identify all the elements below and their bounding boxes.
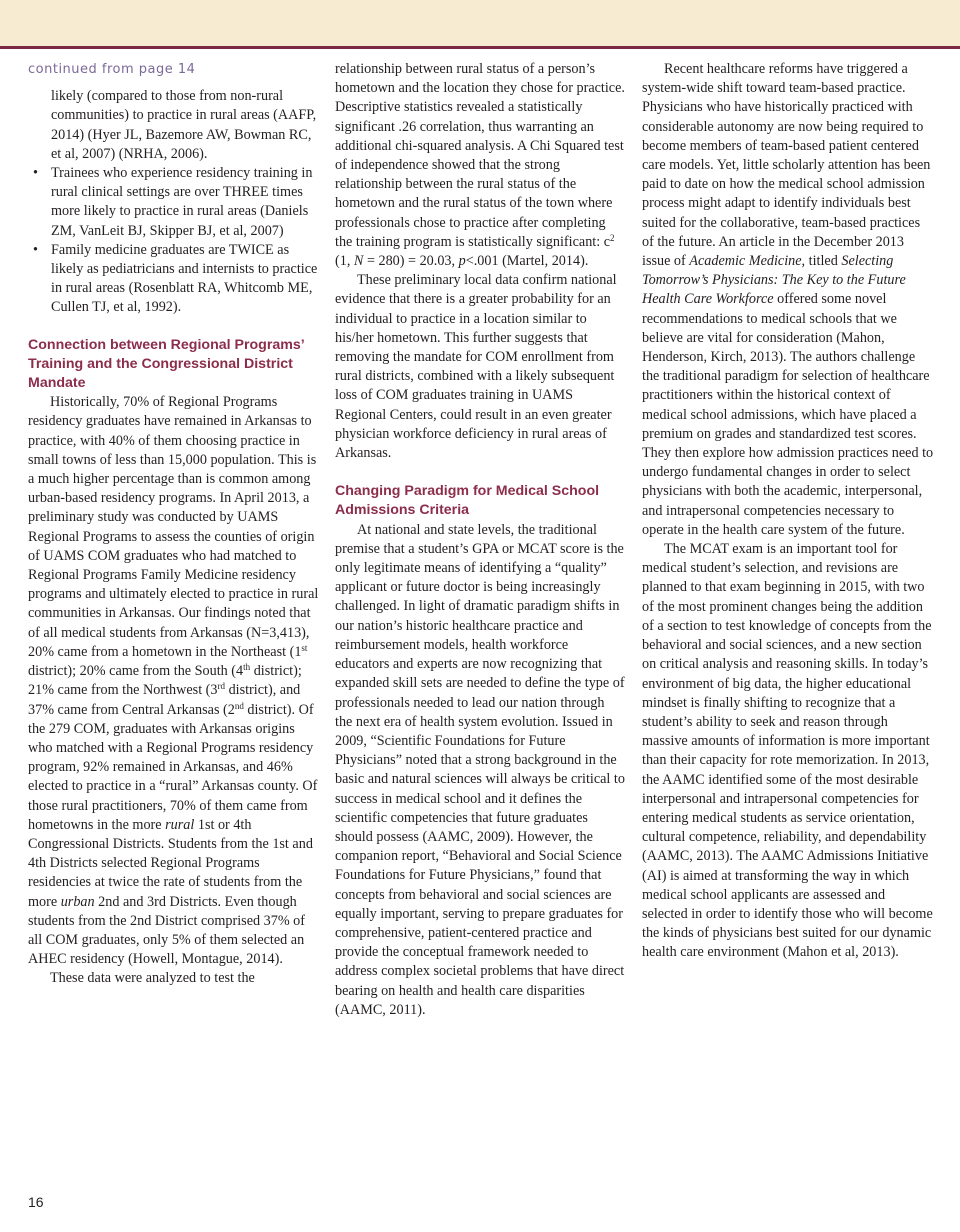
top-band: [0, 0, 960, 46]
body-paragraph: At national and state levels, the traditional premise that a student’s GPA or MCAT score is the only legitimate means of identifying a “quality” applicant or future doctor is being increasingly challenged. In light of dramatic paradigm shifts in our nation’s historic healthcare practice and reimbursement models, health workforce educators and experts are now recognizing that expanded skill sets are needed to define the type of professionals needed to lead our nation through the next era of health system evolution. Issued in 2009, “Scientific Foundations for Future Physicians” noted that a strong background in the basic and natural sciences will always be critical to success in medical school and it defines the scientific competencies that future graduates should possess (AAMC, 2009). However, the companion report, “Behavioral and Social Science Foundations for Future Physicians,” found that concepts from behavioral and social sciences are equally important, serving to prepare graduates for comprehensive, patient-centered practice and provide the conceptual framework needed to address complex societal problems that have direct bearing on health and health care disparities (AAMC, 2011).: [335, 521, 625, 1018]
section-heading: Changing Paradigm for Medical School Admissions Criteria: [335, 483, 600, 519]
column-1: [28, 60, 320, 989]
body-paragraph: Recent healthcare reforms have triggered a system-wide shift toward team-based practice. Physicians who have historically practiced with considerable autonomy are now being required to become members of team-based patient centered care models. Yet, little scholarly attention has been paid to date on how the medical school admission process might adapt to identify individuals best suited for the collaborative, team-based practices of the future. An article in the December 2013 issue of Academic Medicine, titled Selecting Tomorrow’s Physicians: The Key to the Future Health Care Workforce offered some novel recommendations to medical schools that we believe are vital for consideration (Mahon, Henderson, Kirch, 2013). The authors challenge the traditional paradigm for selection of healthcare practitioners within the historical context of medical school admissions, which have placed a premium on grades and standardized test scores. They then explore how admission practices need to undergo fundamental changes in order to select physicians with both the academic, interpersonal, and intrapersonal competencies necessary to operate in the health care system of the future.: [642, 61, 934, 538]
body-paragraph: Historically, 70% of Regional Programs residency graduates have remained in Arkansas to practice, with 40% of them choosing practice in small towns of less than 15,000 population. This is a much higher percentage than is common among urban-based residency programs. In April 2013, a preliminary study was conducted by UAMS Regional Programs to assess the counties of origin of UAMS COM graduates who had matched to Regional Programs Family Medicine residency programs and ultimately elected to practice in rural communities in Arkansas. Our findings noted that of all medical students from Arkansas (N=3,413), 20% came from a hometown in the Northeast (1st district); 20% came from the South (4th district); 21% came from the Northwest (3rd district), and 37% came from Central Arkansas (2nd district). Of the 279 COM, graduates with Arkansas origins who matched with a Regional Programs residency program, 92% remained in Arkansas, and 46% elected to practice in a “rural” Arkansas county. Of those rural practitioners, 70% of them came from hometowns in the more rural 1st or 4th Congressional Districts. Students from the 1st and 4th Districts selected Regional Programs residencies at twice the rate of students from the more urban 2nd and 3rd Districts. Even though students from the 2nd District comprised 37% of all COM graduates, only 5% of them selected an AHEC residency (Howell, Montague, 2014).: [28, 394, 319, 968]
continued-label: continued from page 14: [28, 62, 196, 77]
section-heading: Connection between Regional Programs’ Training and the Congressional District Mandate: [28, 336, 304, 392]
body-paragraph: These preliminary local data confirm national evidence that there is a greater probability for an individual to practice in a location similar to his/her hometown. This further suggests that removing the mandate for COM enrollment from rural districts, combined with a likely subsequent loss of COM graduates training in UAMS Regional Centers, could result in an even greater physician workforce deficiency in rural areas of Arkansas.: [335, 272, 617, 462]
body-paragraph: relationship between rural status of a person’s hometown and the location they chose for practice. Descriptive statistics revealed a statistically significant .26 correlation, thus warranting an additional chi-squared analysis. A Chi Squared test of independence showed that the strong relationship between the rural status of the hometown and the rural status of the town where professionals chose to practice after completing the training program is statistically significant: $c^2$ (1, N = 280) = 20.03, p<.001 (Martel, 2014).: [335, 61, 625, 270]
page-number: 16: [28, 1194, 44, 1210]
column-3: [642, 60, 934, 963]
bullet-item: • Trainees who experience residency training in rural clinical settings are over THREE times more likely to practice in rural areas (Daniels ZM, VanLeit BJ, Skipper BJ, et al, 2007): [28, 164, 320, 241]
body-paragraph: These data were analyzed to test the: [50, 970, 255, 987]
top-rule: [0, 46, 960, 49]
intro-paragraph: likely (compared to those from non-rural communities) to practice in rural areas (AAFP, 2014) (Hyer JL, Bazemore AW, Bowman RC, et al, 2007) (NRHA, 2006).: [51, 88, 317, 162]
bullet-list: [28, 164, 320, 318]
bullet-item: • Family medicine graduates are TWICE as likely as pediatricians and internists to practice in rural areas (Rosenblatt RA, Whitcomb ME, Cullen TJ, et al, 1992).: [28, 241, 320, 318]
column-2: [335, 60, 625, 1020]
body-paragraph: The MCAT exam is an important tool for medical student’s selection, and revisions are planned to that exam beginning in 2015, with two of the most prominent changes being the addition of a section to test knowledge of concepts from the behavioral and social sciences, and a new section on critical analysis and reasoning skills. In today’s environment of big data, the higher educational mindset is finally shifting to recognize that a student’s ability to seek and reason through massive amounts of information is more important than their capacity for rote memorization. In 2013, the AAMC identified some of the most desirable interpersonal and intrapersonal competencies for entering medical students as service orientation, cultural competence, reliability, and dependability (AAMC, 2013). The AAMC Admissions Initiative (AI) is aimed at transforming the way in which medical school applicants are assessed and selected in order to identify those who will become the kinds of physicians best suited for our dynamic health care environment (Mahon et al, 2013).: [642, 541, 933, 961]
